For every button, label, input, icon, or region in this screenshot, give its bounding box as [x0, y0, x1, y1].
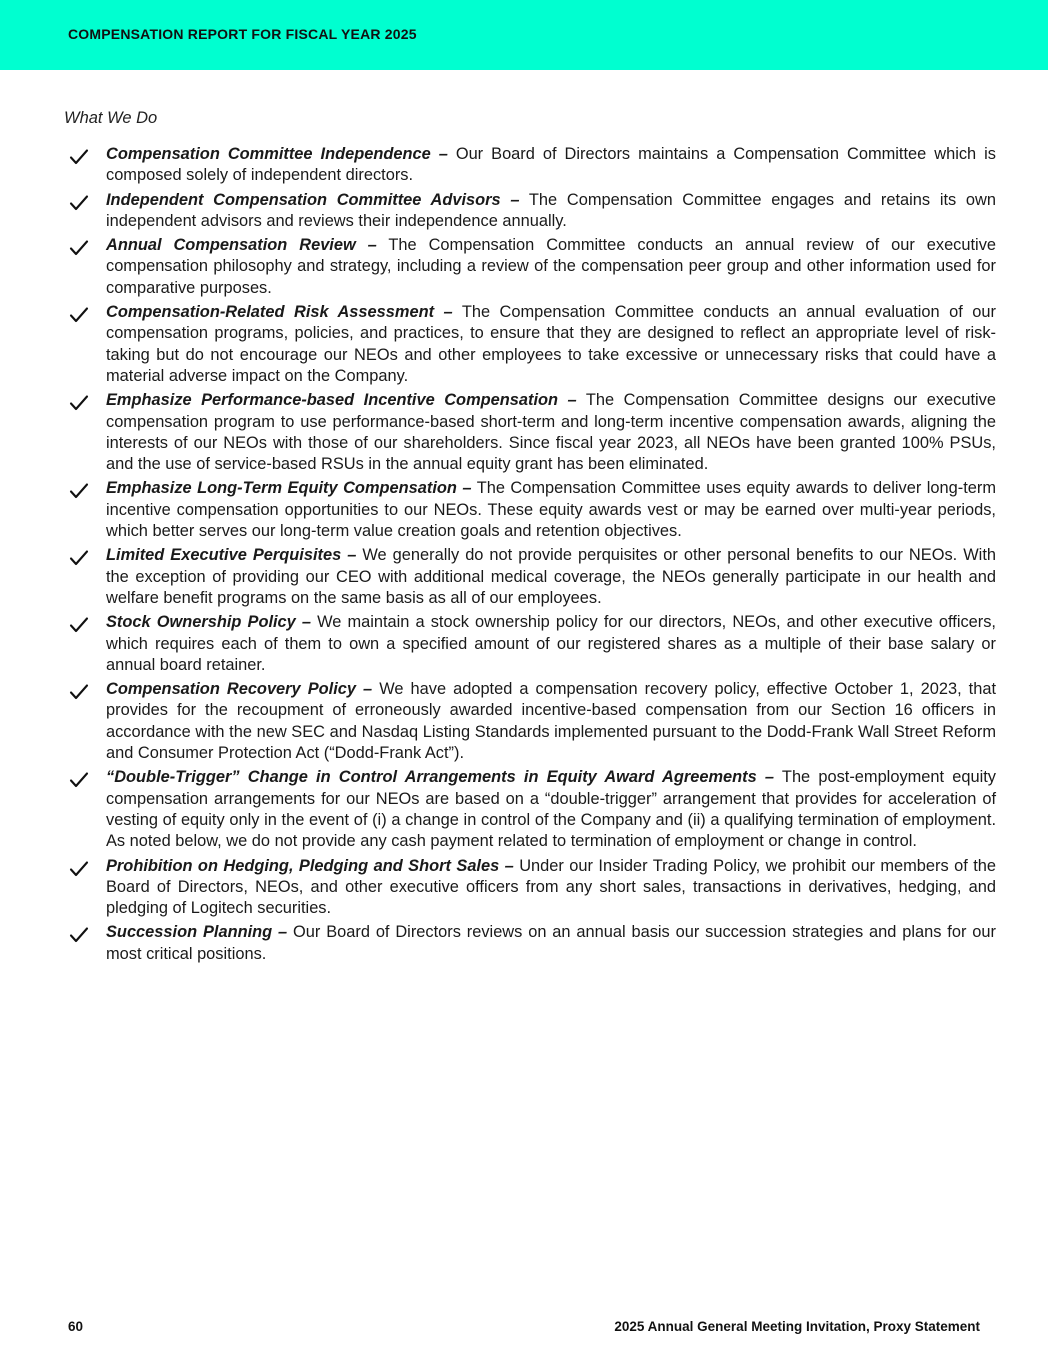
header-title: COMPENSATION REPORT FOR FISCAL YEAR 2025 — [68, 26, 417, 42]
section-heading: What We Do — [64, 109, 158, 127]
list-item — [66, 679, 996, 764]
list-item-title: Compensation-Related Risk Assessment – — [106, 303, 453, 322]
list-item-body: The Compensation Committee engages and retains its own independent advisors and reviews their independence annually. — [106, 190, 996, 230]
list-item — [66, 856, 996, 920]
list-item — [66, 302, 996, 387]
list-item-text — [106, 545, 996, 609]
checkmark-icon — [66, 545, 106, 566]
checkmark-icon — [66, 235, 106, 256]
list-item-text — [106, 390, 996, 475]
list-item-title: “Double-Trigger” Change in Control Arrangements in Equity Award Agreements – — [106, 768, 775, 787]
checkmark-icon — [66, 302, 106, 323]
checkmark-icon — [66, 190, 106, 211]
checkmark-icon — [66, 390, 106, 411]
practices-list — [66, 144, 996, 968]
list-item-title: Annual Compensation Review – — [106, 236, 377, 255]
list-item-title: Compensation Recovery Policy – — [106, 680, 373, 699]
list-item-body: The Compensation Committee conducts an annual evaluation of our compensation programs, policies, and practices, to ensure that they are designed to reflect an appropriate level of risk-taking but do not encourage our NEOs and other employees to take excessive or unnecessary risks that could have a material adverse impact on the Company. — [106, 303, 996, 385]
list-item-body: The Compensation Committee conducts an annual review of our executive compensation philosophy and strategy, including a review of the compensation peer group and other information used for comparative purposes. — [106, 236, 997, 297]
list-item-body: Under our Insider Trading Policy, we prohibit our members of the Board of Directors, NEOs, and other executive officers from any short sales, transactions in derivatives, hedging, and pledging of Logitech securities. — [106, 856, 997, 918]
list-item-body: The Compensation Committee uses equity awards to deliver long-term incentive compensation opportunities to our NEOs. These equity awards vest or may be earned over multi-year periods, which better serves our long-term value creation goals and retention objectives. — [106, 479, 996, 541]
list-item-text — [106, 302, 996, 387]
checkmark-icon — [66, 144, 106, 165]
list-item — [66, 922, 996, 965]
list-item — [66, 144, 996, 187]
checkmark-icon — [66, 478, 106, 499]
list-item-body: The Compensation Committee designs our executive compensation program to use performance-based short-term and long-term incentive compensation awards, aligning the interests of our NEOs with those of our shareholders. Since fiscal year 2023, all NEOs have been granted 100% PSUs, and the use of service-based RSUs in the annual equity grant has been eliminated. — [106, 391, 996, 474]
list-item — [66, 390, 996, 475]
list-item-text — [106, 612, 996, 676]
checkmark-icon — [66, 612, 106, 633]
list-item-title: Emphasize Performance-based Incentive Compensation – — [106, 391, 577, 410]
list-item-title: Stock Ownership Policy – — [106, 613, 311, 632]
list-item-text — [106, 767, 996, 852]
footer-page-number: 60 — [68, 1319, 84, 1334]
header-band — [0, 0, 1048, 70]
list-item-text — [106, 235, 996, 299]
checkmark-icon — [66, 856, 106, 877]
list-item-body: Our Board of Directors maintains a Compensation Committee which is composed solely of independent directors. — [106, 145, 996, 185]
list-item — [66, 478, 996, 542]
list-item — [66, 235, 996, 299]
checkmark-icon — [66, 679, 106, 700]
list-item — [66, 190, 996, 233]
list-item-body: We have adopted a compensation recovery policy, effective October 1, 2023, that provides for the recoupment of erroneously awarded incentive-based compensation from our Section 16 officers in accordance with the new SEC and Nasdaq Listing Standards implemented pursuant to the Dodd-Frank Wall Street Reform and Consumer Protection Act (“Dodd-Frank Act”). — [106, 680, 996, 763]
list-item-text — [106, 679, 996, 764]
list-item-title: Independent Compensation Committee Advisors – — [106, 190, 520, 209]
footer-document-title: 2025 Annual General Meeting Invitation, Proxy Statement — [614, 1319, 980, 1334]
list-item-text — [106, 190, 996, 233]
list-item-text — [106, 922, 996, 965]
list-item-title: Prohibition on Hedging, Pledging and Short Sales – — [106, 856, 514, 875]
checkmark-icon — [66, 922, 106, 943]
list-item-body: We maintain a stock ownership policy for our directors, NEOs, and other executive officers, which requires each of them to own a specified amount of our registered shares as a multiple of their base salary or annual board retainer. — [106, 613, 996, 674]
checkmark-icon — [66, 767, 106, 788]
list-item-text — [106, 144, 996, 187]
list-item-title: Limited Executive Perquisites – — [106, 546, 357, 565]
list-item-title: Succession Planning – — [106, 923, 288, 942]
list-item-text — [106, 856, 996, 920]
list-item-body: The post-employment equity compensation arrangements for our NEOs are based on a “double-trigger” arrangement that provides for acceleration of vesting of equity only in the event of (i) a change in control of the Company and (ii) a qualifying termination of employment. As noted below, we do not provide any cash payment related to termination of employment or change in control. — [106, 768, 996, 851]
list-item-body: We generally do not provide perquisites or other personal benefits to our NEOs. With the exception of providing our CEO with additional medical coverage, the NEOs generally participate in our health and welfare benefit programs on the same basis as all of our employees. — [106, 546, 996, 607]
list-item-title: Emphasize Long-Term Equity Compensation – — [106, 479, 472, 498]
list-item-body: Our Board of Directors reviews on an annual basis our succession strategies and plans for our most critical positions. — [106, 923, 996, 963]
list-item — [66, 767, 996, 852]
list-item — [66, 545, 996, 609]
list-item — [66, 612, 996, 676]
list-item-text — [106, 478, 996, 542]
list-item-title: Compensation Committee Independence – — [106, 145, 448, 163]
